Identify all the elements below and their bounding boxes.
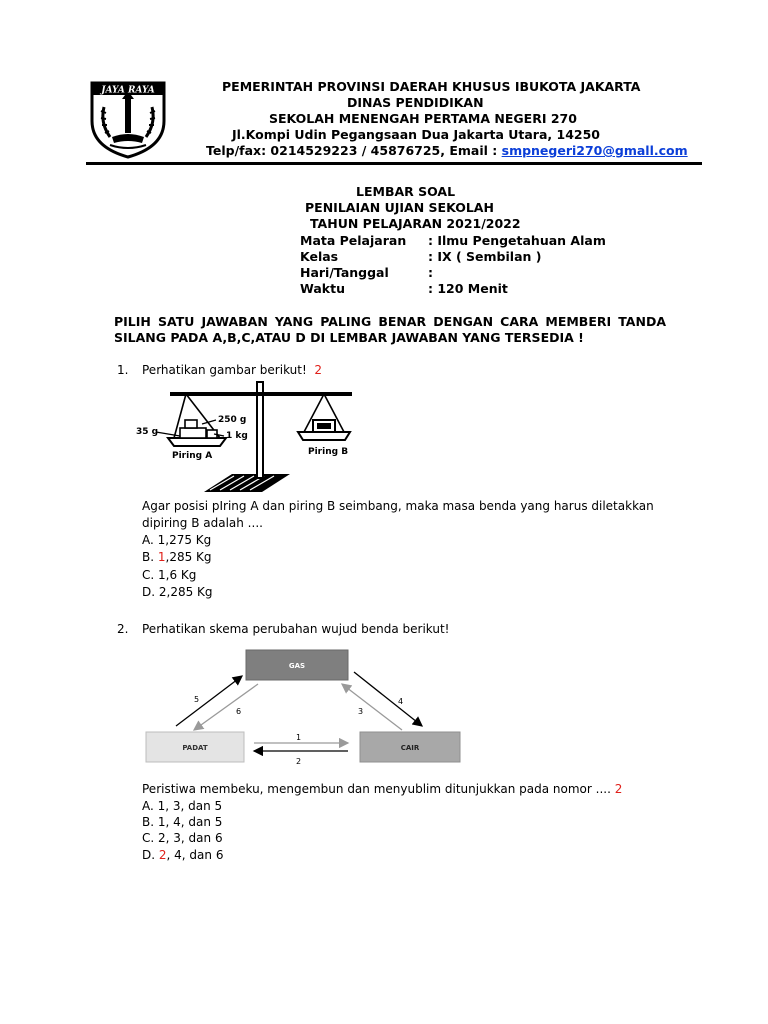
q1-mark: 2 xyxy=(314,363,323,377)
header-school: SEKOLAH MENENGAH PERTAMA NEGERI 270 xyxy=(269,111,577,126)
q2-option-a[interactable] xyxy=(142,799,222,813)
instruction: PILIH SATU JAWABAN YANG PALING BENAR DENGAN CARA MEMBERI TANDA SILANG PADA A,B,C,ATAU D DI LEMBAR JAWABAN YANG TERSEDIA ! xyxy=(114,314,666,345)
label-n5: 5 xyxy=(194,695,200,704)
label-piring-a: Piring A xyxy=(172,451,213,461)
q2-option-d-mark: 2 xyxy=(158,848,167,862)
q2-option-c[interactable] xyxy=(142,831,223,845)
label-gas: GAS xyxy=(288,662,306,670)
label-35g: 35 g xyxy=(136,427,159,437)
label-n4: 4 xyxy=(398,697,404,706)
sheet-year: TAHUN PELAJARAN 2021/2022 xyxy=(310,216,521,231)
label-piring-b: Piring B xyxy=(308,447,349,457)
header-address: Jl.Kompi Udin Pegangsaan Dua Jakarta Utara, 14250 xyxy=(232,127,600,142)
q2-option-d[interactable] xyxy=(142,848,223,862)
q2-option-b-letter: B. xyxy=(142,815,155,829)
q2-number: 2. xyxy=(117,622,129,636)
header-divider xyxy=(86,162,702,165)
header-email-link[interactable]: smpnegeri270@gmall.com xyxy=(501,143,688,158)
info-label-date: Hari/Tanggal xyxy=(300,265,389,280)
label-n1: 1 xyxy=(296,733,302,742)
header-gov: PEMERINTAH PROVINSI DAERAH KHUSUS IBUKOTA JAKARTA xyxy=(222,79,641,94)
header-phone: Telp/fax: 0214529223 / 45876725, Email : xyxy=(206,143,502,158)
q2-option-a-letter: A. xyxy=(142,799,154,813)
q1-prompt-text: Perhatikan gambar berikut! xyxy=(142,363,307,377)
label-250g: 250 g xyxy=(218,415,247,425)
q1-option-d-text: 2,285 Kg xyxy=(158,585,213,599)
info-label-time: Waktu xyxy=(300,281,345,296)
label-n2: 2 xyxy=(296,757,302,766)
q2-option-c-text: 2, 3, dan 6 xyxy=(158,831,223,845)
header-dept: DINAS PENDIDIKAN xyxy=(347,95,484,110)
q2-text xyxy=(142,782,622,796)
q1-option-b-text: ,285 Kg xyxy=(165,550,212,564)
label-n6: 6 xyxy=(236,707,242,716)
info-value-date: : xyxy=(428,265,433,280)
logo-text: JAYA RAYA xyxy=(101,85,155,96)
q1-option-b[interactable] xyxy=(142,550,212,564)
label-1kg: 1 kg xyxy=(226,431,248,441)
label-padat: PADAT xyxy=(182,744,208,752)
info-value-class: : IX ( Sembilan ) xyxy=(428,249,542,264)
q1-text-line2: dipiring B adalah .... xyxy=(142,516,263,530)
q2-mark: 2 xyxy=(614,782,623,796)
q1-option-b-mark: 1 xyxy=(157,550,166,564)
q1-option-b-letter: B. xyxy=(142,550,155,564)
q1-number: 1. xyxy=(117,363,129,377)
q1-option-c-text: 1,6 Kg xyxy=(158,568,197,582)
q2-prompt: Perhatikan skema perubahan wujud benda berikut! xyxy=(142,622,450,636)
school-logo xyxy=(86,73,170,159)
q1-option-c-letter: C. xyxy=(142,568,155,582)
q1-option-a[interactable] xyxy=(142,533,211,547)
q2-option-d-text: , 4, dan 6 xyxy=(166,848,224,862)
q2-option-b[interactable] xyxy=(142,815,222,829)
q1-option-d[interactable] xyxy=(142,585,213,599)
balance-figure xyxy=(130,380,362,496)
info-value-time: : 120 Menit xyxy=(428,281,508,296)
label-cair: CAIR xyxy=(400,744,420,752)
q2-text-body: Peristiwa membeku, mengembun dan menyublim ditunjukkan pada nomor .... xyxy=(142,782,611,796)
phase-diagram xyxy=(140,646,466,770)
q1-text-line1: Agar posisi pIring A dan piring B seimbang, maka masa benda yang harus diletakkan xyxy=(142,499,654,513)
info-label-subject: Mata Pelajaran xyxy=(300,233,407,248)
q1-option-a-text: 1,275 Kg xyxy=(157,533,212,547)
q2-option-b-text: 1, 4, dan 5 xyxy=(157,815,223,829)
q1-option-d-letter: D. xyxy=(142,585,156,599)
q2-option-d-letter: D. xyxy=(142,848,156,862)
q1-prompt xyxy=(142,363,322,377)
q2-option-a-text: 1, 3, dan 5 xyxy=(157,799,223,813)
q1-option-c[interactable] xyxy=(142,568,196,582)
q2-option-c-letter: C. xyxy=(142,831,155,845)
info-label-class: Kelas xyxy=(300,249,339,264)
info-value-subject: : Ilmu Pengetahuan Alam xyxy=(428,233,606,248)
q1-option-a-letter: A. xyxy=(142,533,154,547)
label-n3: 3 xyxy=(358,707,364,716)
sheet-subtitle: PENILAIAN UJIAN SEKOLAH xyxy=(305,200,494,215)
sheet-title: LEMBAR SOAL xyxy=(356,184,456,199)
header-contact xyxy=(206,143,688,158)
